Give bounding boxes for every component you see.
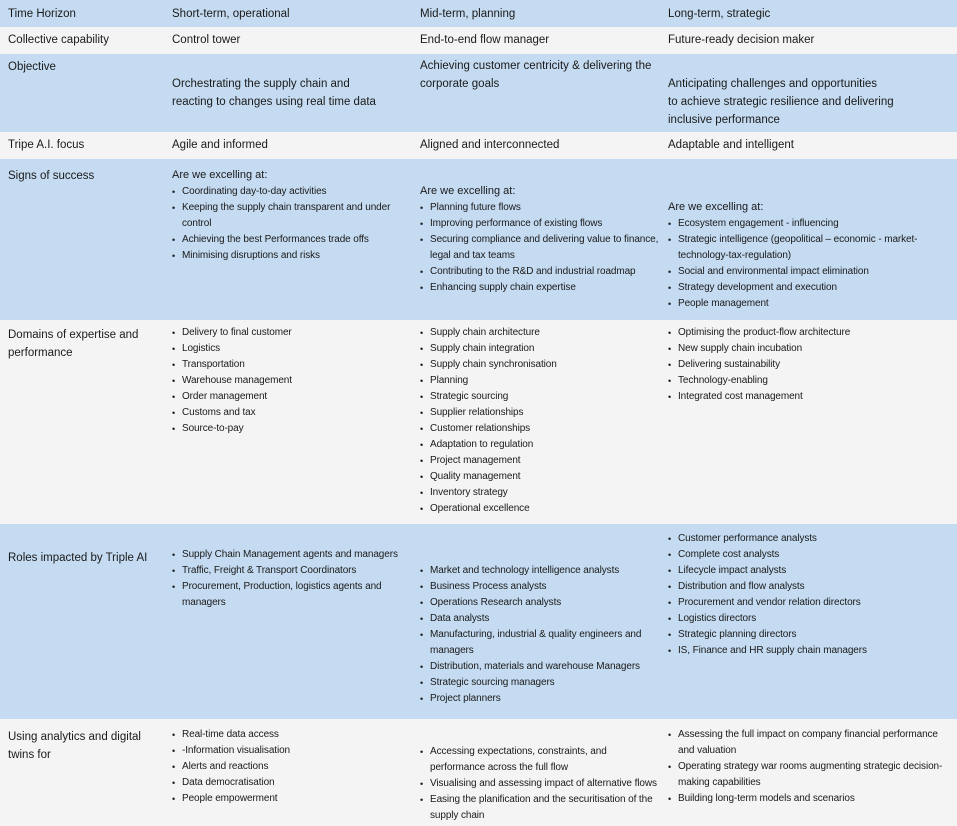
list-item: • Strategic intelligence (geopolitical – economic - market-technology-tax-regulation) xyxy=(668,232,950,264)
list-item: • Assessing the full impact on company financial performance and valuation xyxy=(668,727,950,759)
success-short-list xyxy=(172,184,412,264)
list-item: • Achieving the best Performances trade offs xyxy=(172,232,412,248)
focus-mid-cell xyxy=(420,132,662,159)
success-label: Signs of success xyxy=(8,170,95,182)
capability-mid: End-to-end flow manager xyxy=(420,34,550,46)
objective-long-line3: inclusive performance xyxy=(668,114,780,126)
list-item: • Improving performance of existing flows xyxy=(420,216,662,232)
list-item: • Planning xyxy=(420,373,662,389)
capability-label-cell xyxy=(8,27,166,54)
objective-short-line1: Orchestrating the supply chain and xyxy=(172,78,350,90)
list-item: • Operating strategy war rooms augmenting strategic decision-making capabilities xyxy=(668,759,950,791)
focus-long-cell xyxy=(668,132,950,159)
list-item: • Customer performance analysts xyxy=(668,531,950,547)
roles-long-cell xyxy=(668,524,950,719)
domains-label-cell xyxy=(8,320,166,524)
list-item: • Project management xyxy=(420,453,662,469)
focus-short-cell xyxy=(172,132,412,159)
list-item: • Accessing expectations, constraints, and performance across the full flow xyxy=(420,744,662,776)
objective-long-line1: Anticipating challenges and opportunities xyxy=(668,78,878,90)
roles-short-list xyxy=(172,547,412,611)
row-time-horizon xyxy=(0,0,957,27)
list-item: • Supply chain integration xyxy=(420,341,662,357)
objective-long-line2: to achieve strategic resilience and delivering xyxy=(668,96,894,108)
analytics-label-line2: twins for xyxy=(8,749,51,761)
domains-short-cell xyxy=(172,320,412,524)
list-item: • Easing the planification and the securitisation of the supply chain xyxy=(420,792,662,824)
domains-long-cell xyxy=(668,320,950,524)
focus-mid: Aligned and interconnected xyxy=(420,139,560,151)
capability-label: Collective capability xyxy=(8,34,109,46)
list-item: • Minimising disruptions and risks xyxy=(172,248,412,264)
objective-label-cell xyxy=(8,54,166,132)
success-mid-list xyxy=(420,200,662,296)
list-item: • Contributing to the R&D and industrial roadmap xyxy=(420,264,662,280)
objective-long-cell xyxy=(668,54,950,132)
analytics-short-list xyxy=(172,727,412,807)
objective-mid-line1: Achieving customer centricity & delivering the xyxy=(420,60,652,72)
header-long-cell xyxy=(668,0,950,27)
list-item: • New supply chain incubation xyxy=(668,341,950,357)
list-item: • Market and technology intelligence analysts xyxy=(420,563,662,579)
list-item: • People empowerment xyxy=(172,791,412,807)
analytics-mid-cell xyxy=(420,719,662,826)
list-item: • Strategic sourcing managers xyxy=(420,675,662,691)
objective-short-line2: reacting to changes using real time data xyxy=(172,96,376,108)
list-item: • Strategic sourcing xyxy=(420,389,662,405)
list-item: • Keeping the supply chain transparent and under control xyxy=(172,200,412,232)
list-item: • Coordinating day-to-day activities xyxy=(172,184,412,200)
domains-label-line2: performance xyxy=(8,347,73,359)
row-domains xyxy=(0,320,957,524)
roles-label-cell xyxy=(8,524,166,719)
header-mid-cell xyxy=(420,0,662,27)
list-item: • -Information visualisation xyxy=(172,743,412,759)
list-item: • Warehouse management xyxy=(172,373,412,389)
list-item: • Optimising the product-flow architecture xyxy=(668,325,950,341)
list-item: • Manufacturing, industrial & quality engineers and managers xyxy=(420,627,662,659)
list-item: • Customs and tax xyxy=(172,405,412,421)
list-item: • Strategy development and execution xyxy=(668,280,950,296)
list-item: • Traffic, Freight & Transport Coordinators xyxy=(172,563,412,579)
success-label-cell xyxy=(8,159,166,320)
capability-long: Future-ready decision maker xyxy=(668,34,815,46)
list-item: • Transportation xyxy=(172,357,412,373)
header-label-cell xyxy=(8,0,166,27)
objective-mid-line2: corporate goals xyxy=(420,78,500,90)
success-short-cell xyxy=(172,159,412,320)
objective-mid-cell xyxy=(420,54,662,132)
list-item: • Planning future flows xyxy=(420,200,662,216)
success-mid-cell xyxy=(420,159,662,320)
domains-mid-list xyxy=(420,325,662,517)
list-item: • Inventory strategy xyxy=(420,485,662,501)
list-item: • Data analysts xyxy=(420,611,662,627)
list-item: • Integrated cost management xyxy=(668,389,950,405)
row-roles xyxy=(0,524,957,719)
capability-short: Control tower xyxy=(172,34,241,46)
list-item: • Logistics xyxy=(172,341,412,357)
success-mid-lead: Are we excelling at: xyxy=(420,185,516,197)
analytics-long-cell xyxy=(668,719,950,826)
list-item: • Complete cost analysts xyxy=(668,547,950,563)
list-item: • Customer relationships xyxy=(420,421,662,437)
list-item: • Operational excellence xyxy=(420,501,662,517)
list-item: • Adaptation to regulation xyxy=(420,437,662,453)
list-item: • Business Process analysts xyxy=(420,579,662,595)
list-item: • Ecosystem engagement - influencing xyxy=(668,216,950,232)
list-item: • Supply chain architecture xyxy=(420,325,662,341)
list-item: • Data democratisation xyxy=(172,775,412,791)
list-item: • Real-time data access xyxy=(172,727,412,743)
list-item: • Distribution and flow analysts xyxy=(668,579,950,595)
roles-mid-cell xyxy=(420,524,662,719)
row-objective xyxy=(0,54,957,132)
analytics-label-line1: Using analytics and digital xyxy=(8,731,141,743)
analytics-mid-list xyxy=(420,744,662,824)
focus-long: Adaptable and intelligent xyxy=(668,139,794,151)
success-long-lead: Are we excelling at: xyxy=(668,201,764,213)
list-item: • Project planners xyxy=(420,691,662,707)
header-mid: Mid-term, planning xyxy=(420,8,516,20)
focus-short: Agile and informed xyxy=(172,139,268,151)
objective-label: Objective xyxy=(8,61,56,73)
list-item: • Delivery to final customer xyxy=(172,325,412,341)
list-item: • Securing compliance and delivering value to finance, legal and tax teams xyxy=(420,232,662,264)
roles-short-cell xyxy=(172,524,412,719)
analytics-label-cell xyxy=(8,719,166,826)
list-item: • Procurement, Production, logistics agents and managers xyxy=(172,579,412,611)
list-item: • Delivering sustainability xyxy=(668,357,950,373)
list-item: • Supplier relationships xyxy=(420,405,662,421)
row-analytics xyxy=(0,719,957,826)
header-short: Short-term, operational xyxy=(172,8,290,20)
domains-long-list xyxy=(668,325,950,405)
analytics-short-cell xyxy=(172,719,412,826)
capability-mid-cell xyxy=(420,27,662,54)
domains-label-line1: Domains of expertise and xyxy=(8,329,139,341)
focus-label-cell xyxy=(8,132,166,159)
list-item: • Quality management xyxy=(420,469,662,485)
list-item: • Procurement and vendor relation directors xyxy=(668,595,950,611)
list-item: • Order management xyxy=(172,389,412,405)
analytics-long-list xyxy=(668,727,950,807)
list-item: • IS, Finance and HR supply chain managers xyxy=(668,643,950,659)
list-item: • Building long-term models and scenarios xyxy=(668,791,950,807)
row-focus xyxy=(0,132,957,159)
list-item: • Social and environmental impact elimination xyxy=(668,264,950,280)
list-item: • Supply Chain Management agents and managers xyxy=(172,547,412,563)
header-short-cell xyxy=(172,0,412,27)
roles-long-list xyxy=(668,531,950,659)
success-short-lead: Are we excelling at: xyxy=(172,169,268,181)
objective-short-cell xyxy=(172,54,412,132)
focus-label: Tripe A.I. focus xyxy=(8,139,85,151)
list-item: • Visualising and assessing impact of alternative flows xyxy=(420,776,662,792)
success-long-list xyxy=(668,216,950,312)
domains-short-list xyxy=(172,325,412,437)
row-capability xyxy=(0,27,957,54)
domains-mid-cell xyxy=(420,320,662,524)
row-success xyxy=(0,159,957,320)
list-item: • Technology-enabling xyxy=(668,373,950,389)
list-item: • People management xyxy=(668,296,950,312)
list-item: • Distribution, materials and warehouse Managers xyxy=(420,659,662,675)
list-item: • Lifecycle impact analysts xyxy=(668,563,950,579)
roles-label: Roles impacted by Triple AI xyxy=(8,552,148,564)
list-item: • Strategic planning directors xyxy=(668,627,950,643)
header-long: Long-term, strategic xyxy=(668,8,771,20)
list-item: • Alerts and reactions xyxy=(172,759,412,775)
capability-short-cell xyxy=(172,27,412,54)
capability-long-cell xyxy=(668,27,950,54)
list-item: • Enhancing supply chain expertise xyxy=(420,280,662,296)
roles-mid-list xyxy=(420,563,662,707)
list-item: • Source-to-pay xyxy=(172,421,412,437)
list-item: • Supply chain synchronisation xyxy=(420,357,662,373)
success-long-cell xyxy=(668,159,950,320)
header-label: Time Horizon xyxy=(8,8,76,20)
list-item: • Operations Research analysts xyxy=(420,595,662,611)
list-item: • Logistics directors xyxy=(668,611,950,627)
